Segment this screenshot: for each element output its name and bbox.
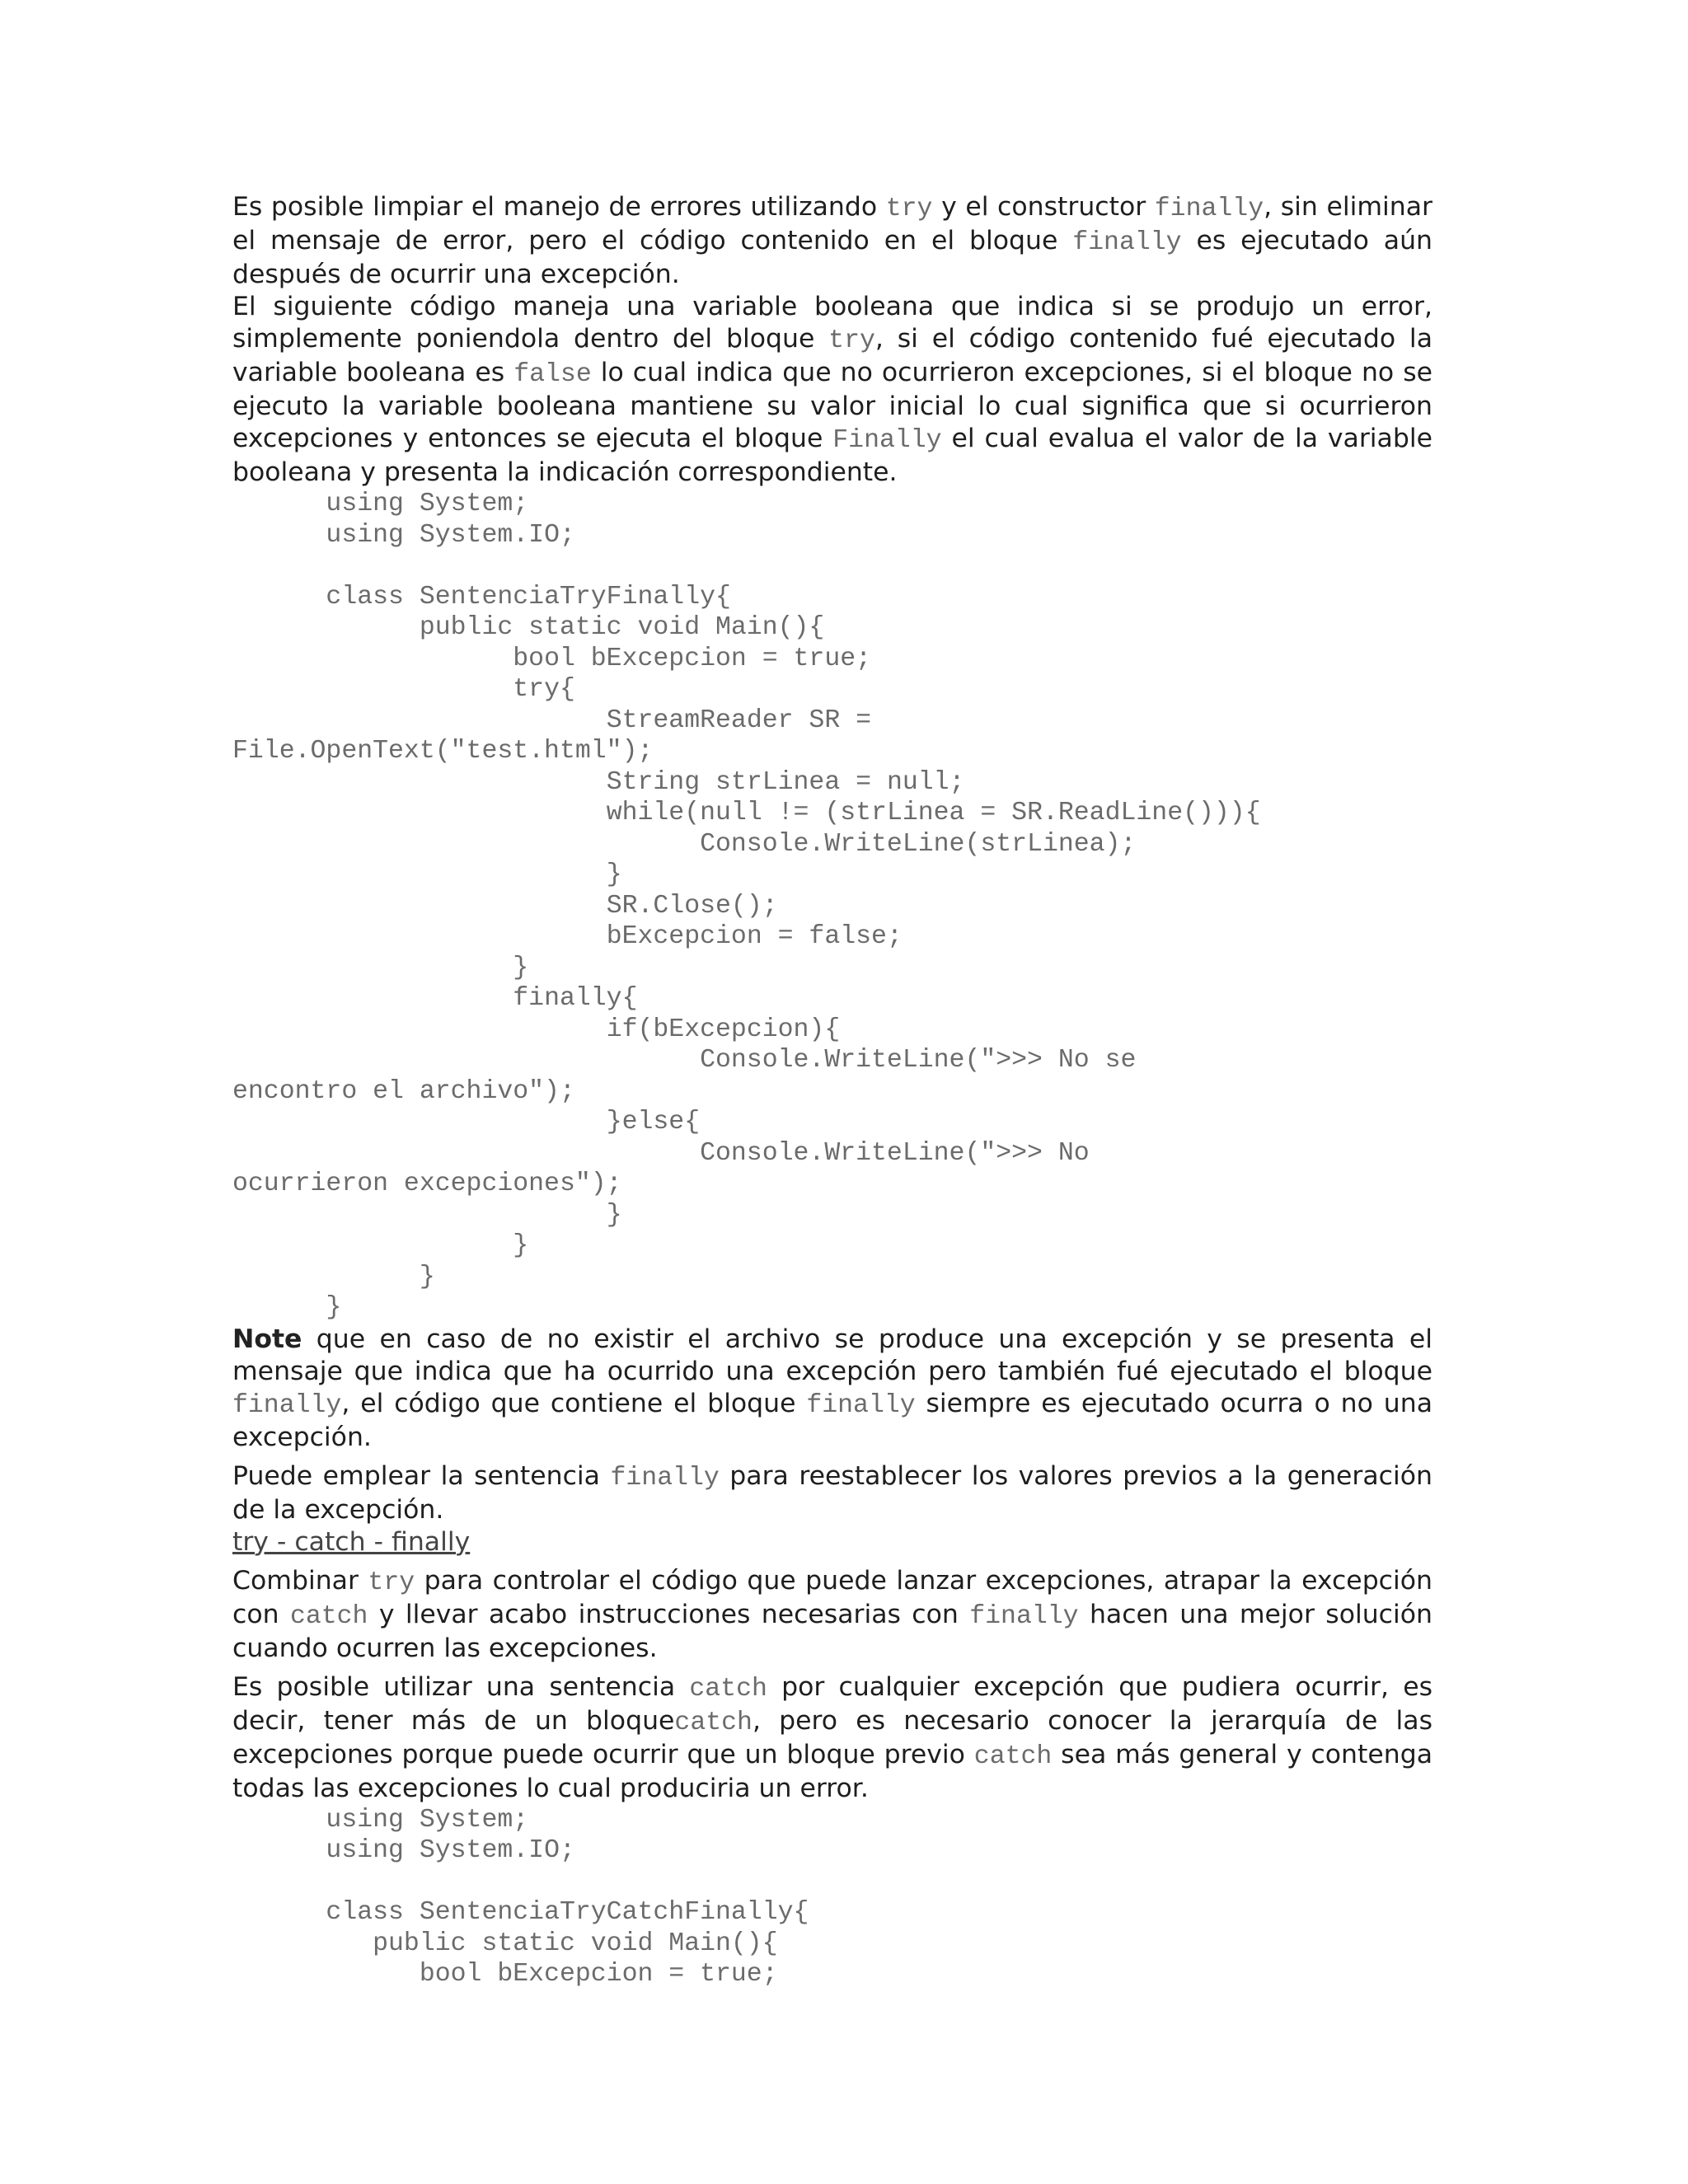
inline-code: finally (806, 1390, 916, 1420)
text-segment: por cualquier excepción que pudiera ocurrir, es decir, tener más de un bloque (232, 1671, 1432, 1736)
text-segment: hacen una mejor solución cuando ocurren las excepciones. (232, 1599, 1432, 1663)
section-heading-link[interactable]: try - catch - finally (232, 1526, 471, 1557)
text-segment: lo cual indica que no ocurrieron excepciones, si el bloque no se ejecuto la variable booleana mantiene su valor inicial lo cual significa que si ocurrieron excepciones y entonces se ejecuta el bloque (232, 358, 1433, 453)
text-segment: es ejecutado aún después de ocurrir una excepción. (232, 226, 1433, 289)
text-segment: Combinar (232, 1565, 368, 1596)
inline-code: catch (973, 1741, 1053, 1771)
inline-code: catch (689, 1674, 767, 1704)
text-segment: Es posible utilizar una sentencia (232, 1671, 690, 1702)
text-segment: y el constructor (932, 192, 1155, 222)
paragraph-restore-values (232, 1460, 1432, 1526)
paragraph-multiple-catch (232, 1671, 1432, 1805)
section-heading (232, 1526, 1432, 1558)
text-segment: Es posible limpiar el manejo de errores utilizando (232, 192, 886, 222)
text-segment: que en caso de no existir el archivo se produce una excepción y se presenta el mensaje que indica que ha ocurrido una excepción pero también fué ejecutado el bloque (232, 1324, 1432, 1386)
paragraph-finally-intro (232, 191, 1432, 291)
inline-code: catch (674, 1708, 753, 1737)
code-block-try-catch-finally: using System; using System.IO; class SentenciaTryCatchFinally{ public static void Main(){ bool bExcepcion = true; (326, 1805, 809, 1989)
document-page (232, 191, 1432, 1990)
text-segment: , el código que contiene el bloque (341, 1388, 807, 1418)
paragraph-combine (232, 1565, 1432, 1665)
inline-code: try (828, 326, 875, 355)
text-segment: , si el código contenido fué ejecutado la variable booleana es (232, 324, 1432, 387)
inline-code: try (885, 194, 933, 223)
text-segment: el cual evalua el valor de la variable booleana y presenta la indicación correspondiente. (232, 424, 1432, 487)
text-segment: El siguiente código maneja una variable booleana que indica si se produjo un error, simplemente poniendola dentro del bloque (232, 292, 1432, 354)
paragraph-boolean-explanation (232, 291, 1432, 489)
text-segment: Puede emplear la sentencia (232, 1460, 611, 1491)
text-segment: sea más general y contenga todas las excepciones lo cual produciria un error. (232, 1739, 1432, 1803)
text-segment: , pero es necesario conocer la jerarquía de las excepciones porque puede ocurrir que un bloque previo (232, 1705, 1433, 1769)
note-label: Note (232, 1324, 302, 1354)
paragraph-note (232, 1324, 1432, 1454)
inline-code: finally (610, 1463, 720, 1493)
inline-code: false (513, 360, 592, 389)
text-segment: , sin eliminar el mensaje de error, pero el código contenido en el bloque (232, 192, 1432, 255)
inline-code: finally (232, 1390, 342, 1420)
inline-code: finally (969, 1601, 1079, 1631)
inline-code: catch (289, 1601, 368, 1631)
inline-code: finally (1072, 228, 1182, 257)
inline-code: finally (1154, 194, 1264, 223)
text-segment: siempre es ejecutado ocurra o no una excepción. (232, 1388, 1432, 1452)
text-segment: para controlar el código que puede lanzar excepciones, atrapar la excepción con (232, 1565, 1432, 1629)
text-segment: para reestablecer los valores previos a la generación de la excepción. (232, 1460, 1432, 1525)
code-block-try-finally: using System; using System.IO; class SentenciaTryFinally{ public static void Main(){ bool bExcepcion = true; try{ StreamReader SR = File.OpenText("test.html"); String strLinea = null; while(null != (strLinea = SR.ReadLine())){ Console.WriteLine(strLinea); } SR.Close(); bExcepcion = false; } finally{ if(bExcepcion){ Console.WriteLine(">>> No se encontro el archivo"); }else{ Console.WriteLine(">>> No ocurrieron excepciones"); } } } } (232, 490, 1261, 1322)
inline-code: Finally (832, 426, 942, 455)
text-segment: y llevar acabo instrucciones necesarias con (368, 1599, 970, 1629)
inline-code: try (368, 1568, 415, 1597)
